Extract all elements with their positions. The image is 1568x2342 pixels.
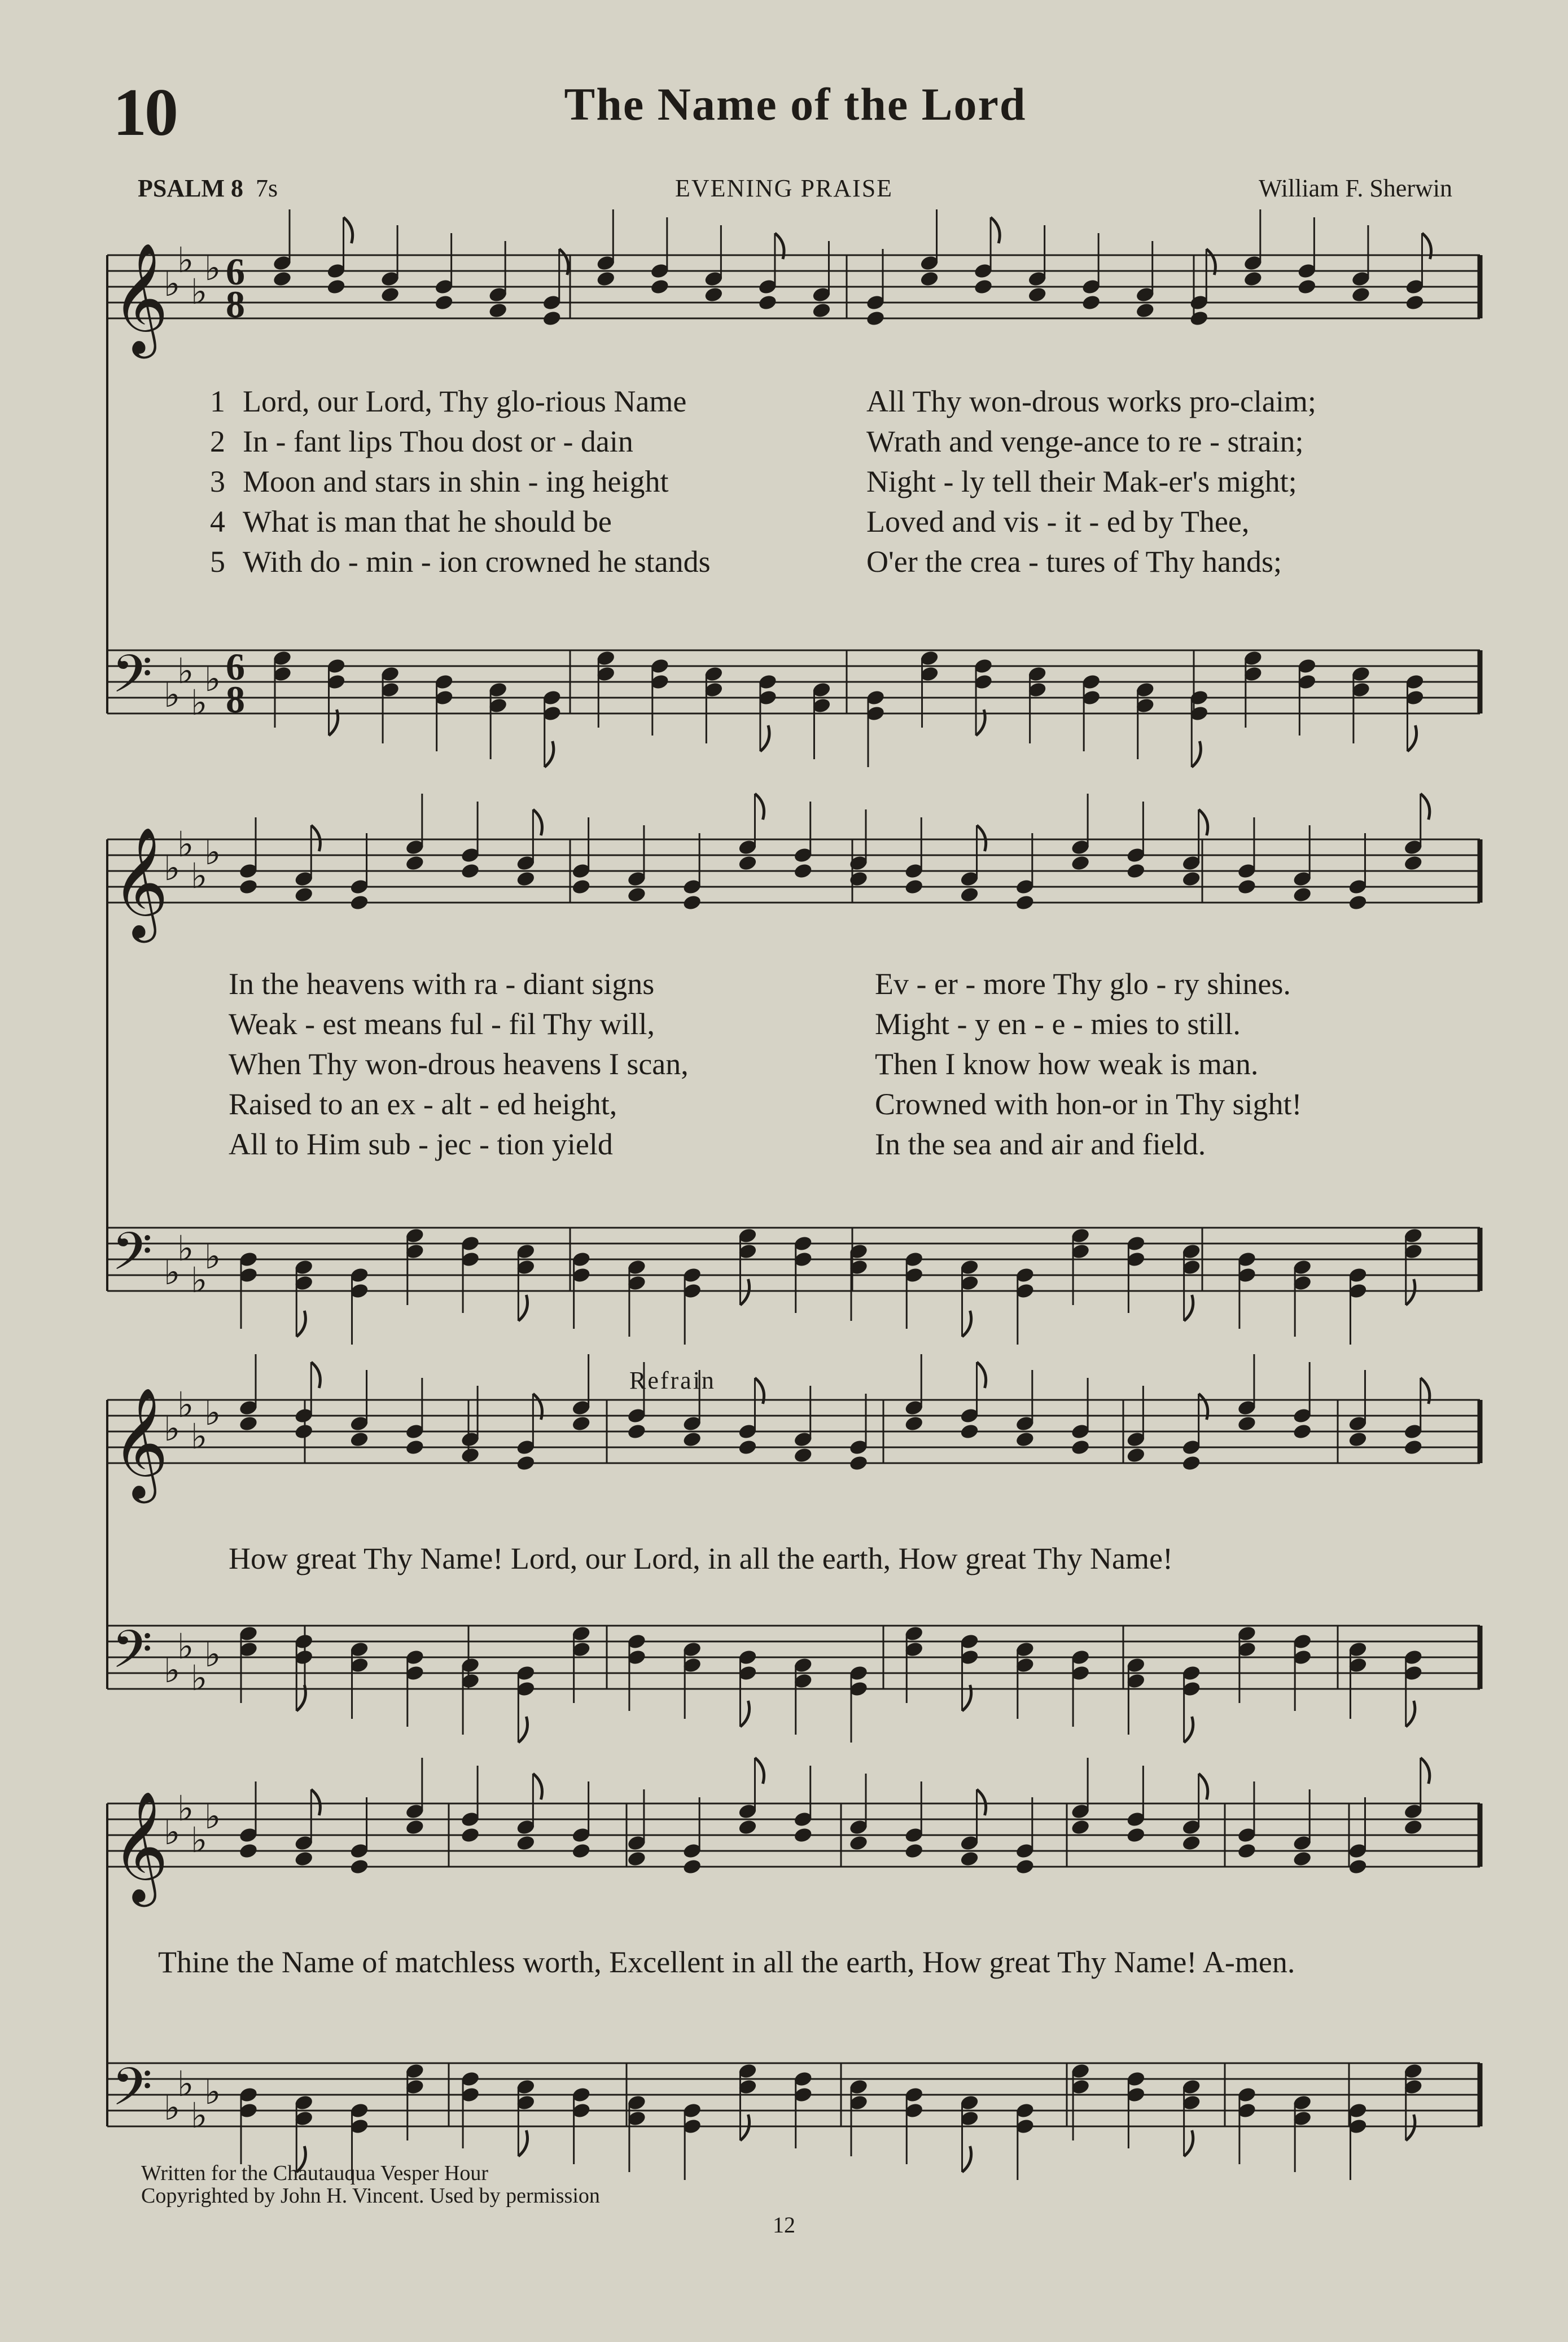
note-head [238, 1415, 259, 1433]
note-head [1015, 894, 1035, 912]
note-head [1189, 310, 1209, 327]
note-flag [1184, 2130, 1193, 2156]
note-flag [740, 1701, 749, 1727]
flat-sign: ♭ [191, 1657, 208, 1699]
verse-number: 4 [210, 505, 225, 539]
time-signature-bottom: 8 [226, 283, 245, 326]
note-head [326, 278, 347, 296]
note-head [405, 1439, 425, 1456]
bass-clef: 𝄢 [112, 2057, 153, 2130]
verse-line-second-half: All Thy won-drous works pro-claim; [866, 384, 1316, 418]
note-head [1081, 294, 1101, 312]
verse-line-first-half: All to Him sub - jec - tion yield [229, 1127, 613, 1161]
note-head [1181, 1835, 1202, 1852]
flat-sign: ♭ [177, 239, 194, 281]
note-head [1015, 1431, 1035, 1448]
note-head [434, 294, 454, 312]
note-head [238, 878, 259, 896]
treble-staff-3 [107, 1354, 1480, 1503]
note-flag [1406, 2115, 1415, 2140]
flat-sign: ♭ [204, 1634, 221, 1675]
note-flag [740, 2115, 749, 2140]
note-flag [977, 825, 986, 851]
note-flag [533, 1774, 542, 1800]
verse-line-second-half: Loved and vis - it - ed by Thee, [866, 505, 1250, 539]
verse-line-second-half: Ev - er - more Thy glo - ry shines. [875, 967, 1291, 1001]
footer-note [141, 2162, 600, 2207]
note-head [272, 270, 292, 288]
note-flag [518, 2130, 527, 2156]
note-head [1126, 1447, 1146, 1464]
flat-sign: ♭ [177, 650, 194, 691]
note-head [650, 278, 670, 296]
note-head [793, 863, 813, 880]
verse-line-first-half: Moon and stars in shin - ing height [243, 465, 669, 498]
note-head [1348, 894, 1368, 912]
note-head [682, 1858, 702, 1876]
verse-line-first-half: With do - min - ion crowned he stands [243, 545, 711, 579]
note-head [812, 302, 832, 319]
verse-number: 2 [210, 424, 225, 458]
note-head [1403, 855, 1424, 872]
note-head [542, 310, 562, 327]
flat-sign: ♭ [177, 2063, 194, 2104]
note-head [738, 855, 758, 872]
verse-line-second-half: Might - y en - e - mies to still. [875, 1007, 1241, 1041]
note-head [349, 1858, 370, 1876]
note-flag [1184, 1717, 1193, 1743]
note-flag [1406, 1701, 1415, 1727]
treble-clef: 𝄞 [112, 826, 169, 938]
note-head [294, 1423, 314, 1441]
flat-sign: ♭ [164, 1811, 181, 1853]
note-head [1351, 286, 1371, 304]
treble-clef: 𝄞 [112, 1791, 169, 1902]
note-flag [755, 794, 764, 820]
bass-clef: 𝄢 [112, 1619, 153, 1693]
note-flag [760, 725, 769, 751]
note-flag [545, 741, 554, 767]
hymn-title: The Name of the Lord [564, 78, 1027, 130]
note-head [349, 1431, 370, 1448]
note-head [627, 1423, 647, 1441]
note-head [1292, 886, 1312, 904]
note-head [238, 1842, 259, 1860]
treble-staff-4 [107, 1758, 1480, 1907]
note-head [294, 886, 314, 904]
flat-sign: ♭ [191, 1819, 208, 1861]
time-signature-top: 6 [226, 250, 245, 293]
verse-line-first-half: What is man that he should be [243, 505, 612, 539]
note-flag [962, 1311, 971, 1337]
flat-sign: ♭ [177, 1788, 194, 1829]
verse-line-second-half: In the sea and air and field. [875, 1127, 1206, 1161]
note-head [1292, 1850, 1312, 1868]
note-flag [311, 825, 320, 851]
bass-staff-3 [107, 1619, 1480, 1743]
note-flag [1421, 794, 1430, 820]
note-head [848, 870, 869, 888]
note-head [516, 1835, 536, 1852]
verse-number: 3 [210, 465, 225, 498]
flat-sign: ♭ [164, 263, 181, 304]
note-head [294, 1850, 314, 1868]
verse-line-second-half: O'er the crea - tures of Thy hands; [866, 545, 1282, 579]
flat-sign: ♭ [191, 855, 208, 896]
treble-clef: 𝄞 [112, 1387, 169, 1499]
note-head [627, 1850, 647, 1868]
note-head [738, 1439, 758, 1456]
note-head [1403, 1819, 1424, 1836]
refrain-lyric-1: How great Thy Name! Lord, our Lord, in all the earth, How great Thy Name! [229, 1542, 1173, 1575]
verse-line-first-half: Lord, our Lord, Thy glo-rious Name [243, 384, 687, 418]
verse-line-first-half: In the heavens with ra - diant signs [229, 967, 655, 1001]
note-head [1348, 1858, 1368, 1876]
note-head [1070, 1439, 1090, 1456]
note-head [919, 270, 940, 288]
note-head [571, 1842, 592, 1860]
note-head [1237, 1842, 1257, 1860]
flat-sign: ♭ [177, 824, 194, 865]
verse-line-second-half: Wrath and venge-ance to re - strain; [866, 424, 1304, 458]
flat-sign: ♭ [204, 2071, 221, 2112]
bass-staff-2 [107, 1222, 1480, 1345]
treble-clef: 𝄞 [112, 242, 169, 354]
treble-staff-1 [107, 209, 1480, 358]
note-head [1348, 1431, 1368, 1448]
verse-line-first-half: Raised to an ex - alt - ed height, [229, 1087, 617, 1121]
flat-sign: ♭ [164, 674, 181, 715]
note-flag [1406, 1279, 1415, 1305]
note-flag [977, 1789, 986, 1815]
verse-line-second-half: Then I know how weak is man. [875, 1047, 1259, 1081]
note-head [848, 1835, 869, 1852]
flat-sign: ♭ [204, 247, 221, 288]
note-head [1126, 863, 1146, 880]
flat-sign: ♭ [191, 2095, 208, 2136]
note-head [349, 894, 370, 912]
note-flag [1184, 1295, 1193, 1321]
note-head [960, 1423, 980, 1441]
note-head [1070, 855, 1090, 872]
meter-label: 7s [256, 174, 278, 202]
note-head [793, 1827, 813, 1844]
note-flag [962, 2146, 971, 2172]
flat-sign: ♭ [204, 1236, 221, 1277]
note-head [460, 1447, 480, 1464]
note-head [973, 278, 993, 296]
verse-number: 5 [210, 545, 225, 579]
tune-name: EVENING PRAISE [674, 174, 894, 202]
note-flag [755, 1758, 764, 1784]
verse-line-first-half: In - fant lips Thou dost or - dain [243, 424, 633, 458]
note-head [460, 863, 480, 880]
flat-sign: ♭ [204, 1796, 221, 1837]
note-head [1292, 1423, 1312, 1441]
note-flag [1407, 725, 1416, 751]
verse-number: 1 [210, 384, 225, 418]
note-head [904, 1842, 924, 1860]
note-flag [1199, 809, 1208, 835]
note-head [488, 302, 508, 319]
note-head [516, 870, 536, 888]
note-head [571, 878, 592, 896]
note-flag [533, 809, 542, 835]
note-head [1405, 294, 1425, 312]
note-flag [977, 1362, 986, 1388]
note-head [682, 1431, 702, 1448]
note-head [1015, 1858, 1035, 1876]
note-head [627, 886, 647, 904]
note-head [904, 878, 924, 896]
page-number: 12 [773, 2212, 795, 2238]
note-head [1237, 878, 1257, 896]
composer-name: William F. Sherwin [1258, 174, 1452, 202]
flat-sign: ♭ [191, 271, 208, 312]
flat-sign: ♭ [164, 1649, 181, 1691]
note-flag [518, 1295, 527, 1321]
bass-clef: 𝄢 [112, 644, 153, 717]
note-head [865, 310, 886, 327]
note-head [571, 1415, 592, 1433]
flat-sign: ♭ [191, 1259, 208, 1301]
flat-sign: ♭ [164, 2087, 181, 2128]
flat-sign: ♭ [164, 1408, 181, 1449]
note-head [1181, 870, 1202, 888]
time-signature-top: 6 [226, 645, 245, 688]
note-head [1297, 278, 1317, 296]
note-head [405, 1819, 425, 1836]
note-head [1237, 1415, 1257, 1433]
footer-line-2: Copyrighted by John H. Vincent. Used by permission [141, 2184, 600, 2208]
note-head [1126, 1827, 1146, 1844]
note-flag [296, 1311, 305, 1337]
note-flag [1192, 741, 1201, 767]
note-head [1243, 270, 1263, 288]
note-head [793, 1447, 813, 1464]
psalm-label: PSALM 8 [138, 174, 243, 202]
note-flag [740, 1279, 749, 1305]
note-head [904, 1415, 924, 1433]
bass-staff-1 [107, 644, 1480, 767]
note-flag [311, 1789, 320, 1815]
note-head [1403, 1439, 1424, 1456]
note-flag [344, 217, 353, 243]
flat-sign: ♭ [204, 831, 221, 873]
time-signature-bottom: 8 [226, 678, 245, 721]
note-head [595, 270, 616, 288]
refrain-lyric-2: Thine the Name of matchless worth, Excellent in all the earth, How great Thy Name! A-men. [158, 1945, 1295, 1979]
flat-sign: ♭ [191, 682, 208, 723]
note-flag [518, 1717, 527, 1743]
flat-sign: ♭ [191, 1416, 208, 1457]
flat-sign: ♭ [177, 1384, 194, 1425]
verse-line-first-half: When Thy won-drous heavens I scan, [229, 1047, 689, 1081]
verse-line-second-half: Crowned with hon-or in Thy sight! [875, 1087, 1302, 1121]
bass-clef: 𝄢 [112, 1222, 153, 1295]
refrain-label: Refrain [629, 1367, 716, 1394]
flat-sign: ♭ [177, 1626, 194, 1667]
note-flag [311, 1362, 320, 1388]
note-head [704, 286, 724, 304]
note-flag [1421, 1758, 1430, 1784]
flat-sign: ♭ [164, 1251, 181, 1293]
note-head [1027, 286, 1048, 304]
note-head [380, 286, 400, 304]
flat-sign: ♭ [204, 658, 221, 699]
footer-line-1: Written for the Chautauqua Vesper Hour [141, 2161, 489, 2185]
note-head [848, 1455, 869, 1472]
flat-sign: ♭ [177, 1228, 194, 1269]
note-head [516, 1455, 536, 1472]
note-head [1070, 1819, 1090, 1836]
treble-staff-2 [107, 794, 1480, 943]
note-head [682, 894, 702, 912]
note-head [1135, 302, 1155, 319]
flat-sign: ♭ [204, 1392, 221, 1433]
note-head [757, 294, 778, 312]
note-head [960, 1850, 980, 1868]
note-head [460, 1827, 480, 1844]
flat-sign: ♭ [164, 847, 181, 888]
note-head [405, 855, 425, 872]
verse-line-first-half: Weak - est means ful - fil Thy will, [229, 1007, 655, 1041]
hymn-number: 10 [113, 75, 176, 150]
note-flag [1199, 1774, 1208, 1800]
verse-line-second-half: Night - ly tell their Mak-er's might; [866, 465, 1297, 498]
note-head [738, 1819, 758, 1836]
note-head [960, 886, 980, 904]
note-flag [991, 217, 1000, 243]
note-head [1181, 1455, 1202, 1472]
